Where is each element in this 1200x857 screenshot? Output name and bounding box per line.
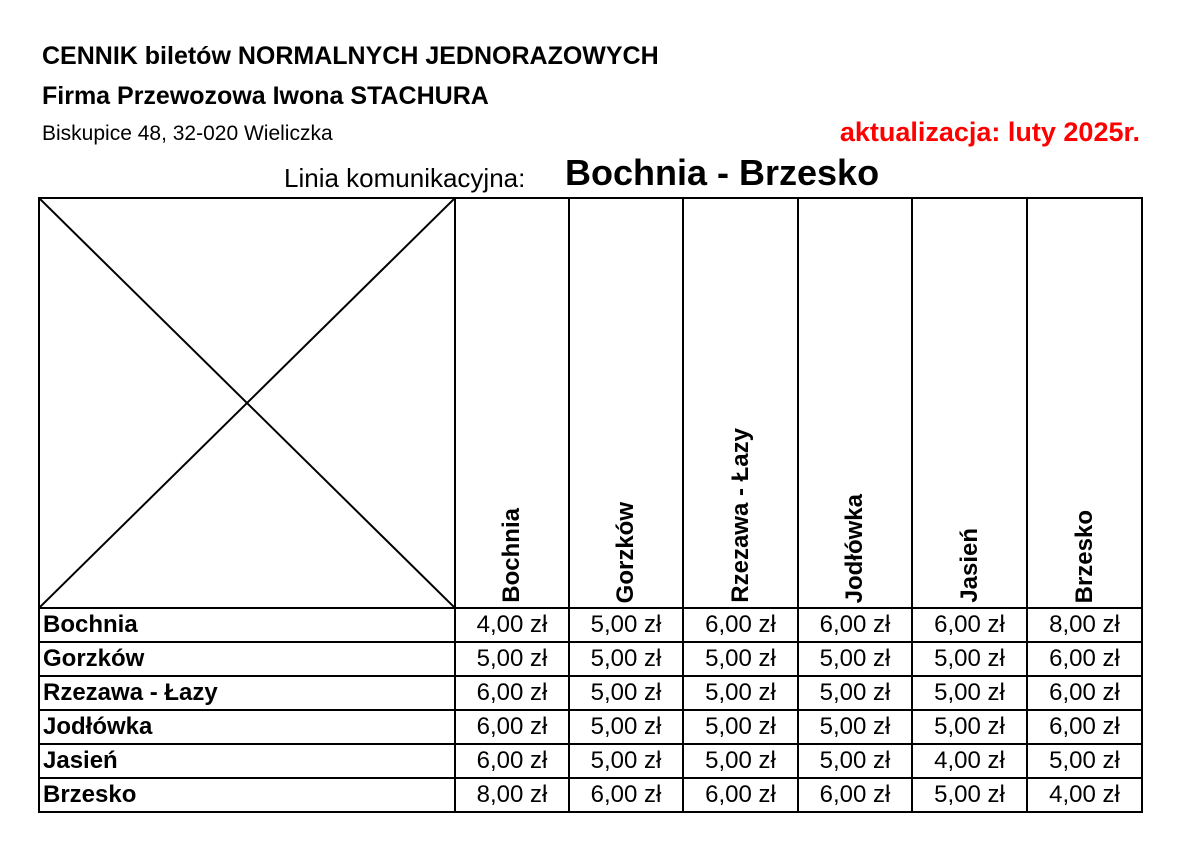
- table-row: [39, 778, 1142, 812]
- column-header-jodlowka: [798, 198, 912, 608]
- row-header: Brzesko: [39, 778, 455, 812]
- price-cell: 6,00 zł: [798, 778, 912, 812]
- price-cell: 5,00 zł: [798, 642, 912, 676]
- line-label: Linia komunikacyjna:: [284, 163, 526, 193]
- price-cell: 8,00 zł: [1027, 608, 1142, 642]
- column-header-label: Brzesko: [1070, 509, 1098, 603]
- price-cell: 5,00 zł: [569, 744, 683, 778]
- row-header: Rzezawa - Łazy: [39, 676, 455, 710]
- price-cell: 5,00 zł: [455, 642, 569, 676]
- company-address: Biskupice 48, 32-020 Wieliczka: [42, 122, 333, 145]
- table-row: [39, 676, 1142, 710]
- price-cell: 4,00 zł: [455, 608, 569, 642]
- column-header-row: [39, 198, 1142, 608]
- price-cell: 5,00 zł: [1027, 744, 1142, 778]
- page-title: CENNIK biletów NORMALNYCH JEDNORAZOWYCH: [42, 42, 659, 70]
- price-cell: 6,00 zł: [683, 608, 798, 642]
- table-row: [39, 642, 1142, 676]
- price-cell: 5,00 zł: [683, 642, 798, 676]
- row-header: Bochnia: [39, 608, 455, 642]
- price-cell: 6,00 zł: [798, 608, 912, 642]
- price-cell: 6,00 zł: [1027, 676, 1142, 710]
- price-cell: 5,00 zł: [683, 744, 798, 778]
- price-cell: 6,00 zł: [455, 676, 569, 710]
- price-cell: 5,00 zł: [569, 676, 683, 710]
- column-header-label: Jodłówka: [841, 493, 868, 603]
- price-table-container: [38, 197, 1143, 809]
- price-cell: 5,00 zł: [912, 778, 1027, 812]
- column-header-gorzkow: [569, 198, 683, 608]
- diagonal-cross-icon: [40, 199, 454, 607]
- row-header: Jodłówka: [39, 710, 455, 744]
- column-header-label: Jasień: [955, 528, 983, 603]
- price-cell: 4,00 zł: [1027, 778, 1142, 812]
- table-row: [39, 710, 1142, 744]
- price-cell: 4,00 zł: [912, 744, 1027, 778]
- price-cell: 6,00 zł: [1027, 642, 1142, 676]
- price-cell: 5,00 zł: [912, 676, 1027, 710]
- row-header: Gorzków: [39, 642, 455, 676]
- price-cell: 5,00 zł: [683, 676, 798, 710]
- price-cell: 5,00 zł: [798, 744, 912, 778]
- price-cell: 6,00 zł: [455, 710, 569, 744]
- corner-cell: [39, 198, 455, 608]
- price-table: [38, 197, 1143, 813]
- price-cell: 5,00 zł: [912, 710, 1027, 744]
- update-date: aktualizacja: luty 2025r.: [839, 117, 1140, 147]
- column-header-jasien: [912, 198, 1027, 608]
- row-header: Jasień: [39, 744, 455, 778]
- price-cell: 5,00 zł: [798, 710, 912, 744]
- column-header-label: Rzezawa - Łazy: [726, 428, 754, 603]
- price-cell: 8,00 zł: [455, 778, 569, 812]
- column-header-rzezawa-lazy: [683, 198, 798, 608]
- price-cell: 6,00 zł: [1027, 710, 1142, 744]
- price-cell: 5,00 zł: [569, 710, 683, 744]
- company-name: Firma Przewozowa Iwona STACHURA: [42, 82, 489, 110]
- price-cell: 5,00 zł: [912, 642, 1027, 676]
- price-cell: 5,00 zł: [683, 710, 798, 744]
- column-header-brzesko: [1027, 198, 1142, 608]
- table-row: [39, 744, 1142, 778]
- price-cell: 5,00 zł: [569, 642, 683, 676]
- price-cell: 5,00 zł: [798, 676, 912, 710]
- column-header-label: Gorzków: [612, 501, 639, 603]
- price-cell: 6,00 zł: [455, 744, 569, 778]
- line-name: Bochnia - Brzesko: [565, 152, 880, 193]
- price-cell: 6,00 zł: [912, 608, 1027, 642]
- price-cell: 6,00 zł: [683, 778, 798, 812]
- column-header-label: Bochnia: [498, 508, 525, 603]
- price-cell: 6,00 zł: [569, 778, 683, 812]
- column-header-bochnia: [455, 198, 569, 608]
- price-cell: 5,00 zł: [569, 608, 683, 642]
- table-row: [39, 608, 1142, 642]
